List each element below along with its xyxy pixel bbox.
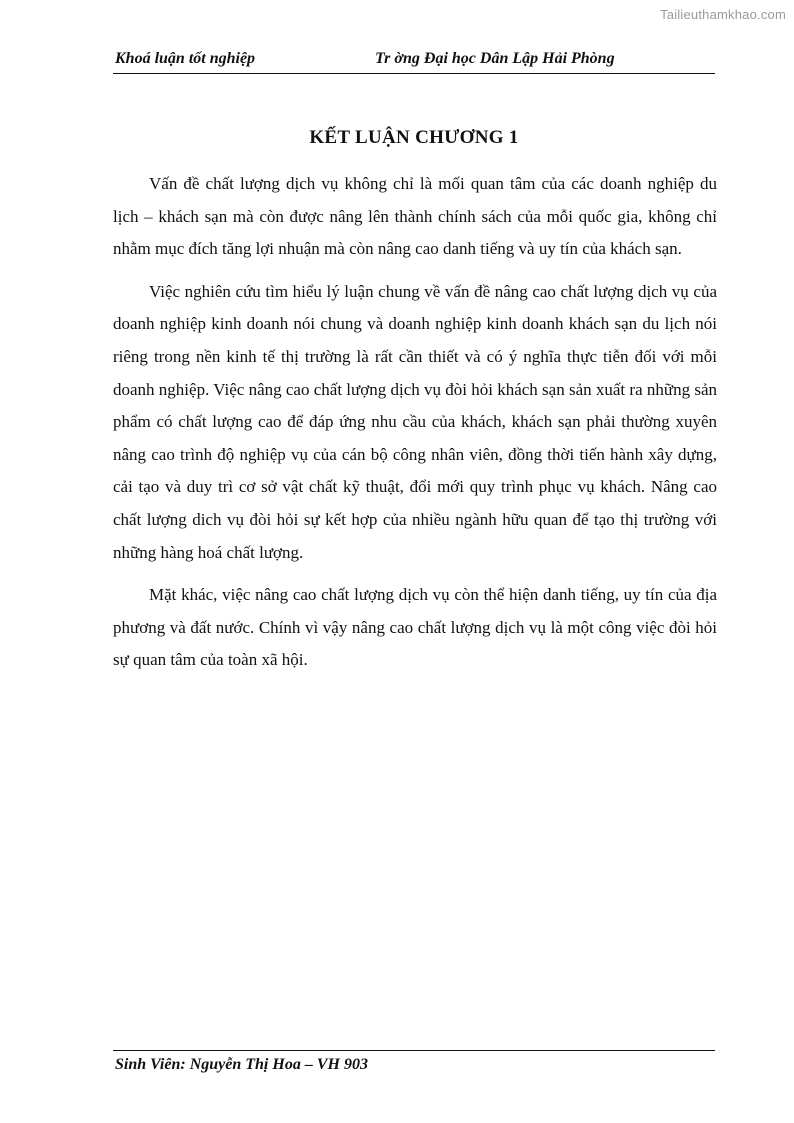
page-footer-student: Sinh Viên: Nguyễn Thị Hoa – VH 903 — [115, 1056, 368, 1073]
paragraph-2: Việc nghiên cứu tìm hiểu lý luận chung về vấn đề nâng cao chất lượng dịch vụ của doanh nghiệp kinh doanh nói chung và doanh nghiệp kinh doanh khách sạn du lịch nói riêng trong nền kinh tế thị trường là rất cần thiết và có ý nghĩa thực tiễn đối với mỗi doanh nghiệp. Việc nâng cao chất lượng dịch vụ đòi hỏi khách sạn sản xuất ra những sản phẩm có chất lượng cao để đáp ứng nhu cầu của khách, khách sạn phải thường xuyên nâng cao trình độ nghiệp vụ của cán bộ công nhân viên, đồng thời tiến hành xây dựng, cải tạo và duy trì cơ sở vật chất kỹ thuật, đổi mới quy trình phục vụ khách. Nâng cao chất lượng dich vụ đòi hỏi sự kết hợp của nhiều ngành hữu quan để tạo thị trường với những hàng hoá chất lượng. — [113, 281, 717, 562]
footer-divider — [113, 1050, 715, 1051]
paragraph-1: Vấn đề chất lượng dịch vụ không chỉ là mối quan tâm của các doanh nghiệp du lịch – khách sạn mà còn được nâng lên thành chính sách của mỗi quốc gia, không chỉ nhằm mục đích tăng lợi nhuận mà còn nâng cao danh tiếng và uy tín của khách sạn. — [113, 174, 717, 259]
header-university-name: Tr ờng Đại học Dân Lập Hải Phòng — [375, 50, 615, 67]
body-text — [113, 168, 717, 687]
chapter-conclusion-title: KẾT LUẬN CHƯƠNG 1 — [309, 127, 519, 148]
watermark-text: Tailieuthamkhao.com — [660, 7, 786, 22]
page-header — [113, 50, 715, 72]
header-divider — [113, 73, 715, 74]
paragraph-3: Mặt khác, việc nâng cao chất lượng dịch vụ còn thể hiện danh tiếng, uy tín của địa phương và đất nước. Chính vì vậy nâng cao chất lượng dịch vụ là một công việc đòi hỏi sự quan tâm của toàn xã hội. — [113, 585, 717, 670]
header-thesis-label: Khoá luận tốt nghiệp — [115, 50, 256, 67]
